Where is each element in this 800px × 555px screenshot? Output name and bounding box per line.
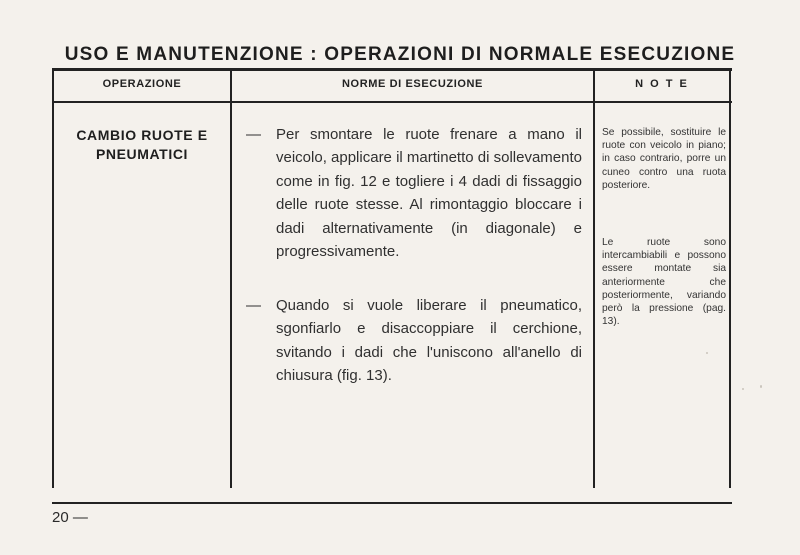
norm-text: Per smontare le ruote frenare a mano il veicolo, applicare il martinetto di sollevamento come in fig. 12 e togliere i 4 dadi di fissaggio delle ruote stesse. Al rimontaggio bloccare i dadi alternativamente (in diagonale) e progressivamente. [276, 126, 582, 261]
header-operation: OPERAZIONE [102, 78, 182, 90]
operation-name: CAMBIO RUOTE E PNEUMATICI [76, 127, 208, 162]
paper-speck [742, 388, 744, 390]
note-2: Le ruote sono intercambiabili e possono essere montate sia anteriormente che posteriormente, variando però la pressione (pag. 13). [602, 237, 726, 328]
header-norms: NORME DI ESECUZIONE [342, 78, 483, 90]
header-bottom-rule [52, 101, 732, 103]
paper-speck [706, 352, 708, 354]
table-bottom-rule [52, 502, 732, 504]
page-number: 20 — [52, 509, 88, 526]
norm-dash: — [246, 297, 261, 314]
norm-dash: — [246, 126, 261, 143]
norm-paragraph-2 [246, 294, 582, 388]
table-top-rule [52, 68, 732, 71]
column-divider-2 [593, 68, 595, 488]
header-notes: N O T E [635, 78, 689, 90]
paper-speck [760, 385, 762, 388]
norm-paragraph-1 [246, 123, 582, 263]
column-divider-left [52, 68, 54, 488]
page-title: USO E MANUTENZIONE : OPERAZIONI DI NORMALE ESECUZIONE [64, 44, 736, 65]
column-divider-right [729, 68, 731, 488]
note-1: Se possibile, sostituire le ruote con veicolo in piano; in caso contrario, porre un cuneo contro una ruota posteriore. [602, 127, 726, 191]
norm-text: Quando si vuole liberare il pneumatico, sgonfiarlo e disaccoppiare il cerchione, svitando i dadi che l'uniscono all'anello di chiusura (fig. 13). [276, 297, 582, 385]
column-divider-1 [230, 68, 232, 488]
